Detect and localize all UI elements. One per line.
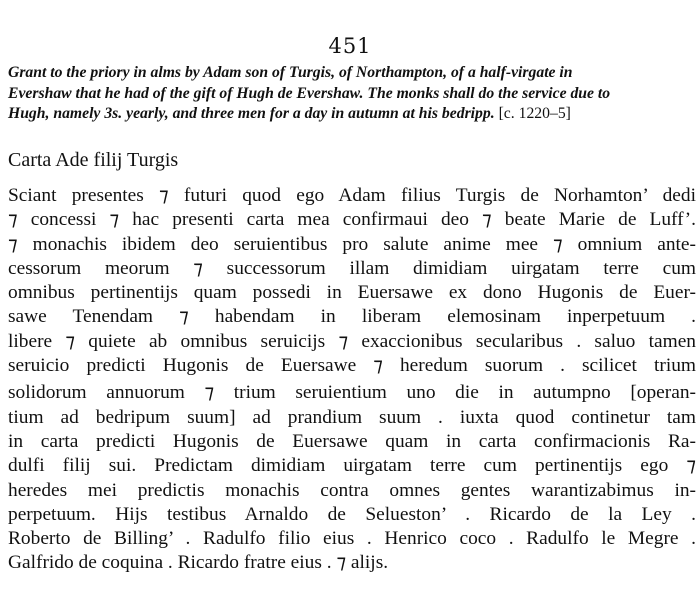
summary-line: Grant to the priory in alms by Adam son of Turgis, of Northampton, of a half-virgate in	[8, 64, 573, 81]
charter-line: sawe Tenendam ⁊ habendam in liberam elemosinam inperpetuum .	[8, 306, 696, 328]
charter-line: Roberto de Billing’ . Radulfo filio eius . Henrico coco . Radulfo le Megre .	[8, 528, 696, 550]
charter-line: solidorum annuorum ⁊ trium seruientium uno die in autumpno [operan-	[8, 382, 696, 404]
charter-line: Sciant presentes ⁊ futuri quod ego Adam filius Turgis de Norhamton’ dedi	[8, 185, 696, 206]
charter-heading: Carta Ade filij Turgis	[8, 149, 179, 171]
charter-line: dulfi filij sui. Predictam dimidiam uirgatam terre cum pertinentijs ego ⁊	[8, 455, 696, 477]
charter-line: libere ⁊ quiete ab omnibus seruicijs ⁊ exaccionibus secularibus . saluo tamen	[8, 330, 696, 352]
charter-line: cessorum meorum ⁊ successorum illam dimidiam uirgatam terre cum	[8, 257, 696, 279]
document-number: 451	[328, 34, 372, 58]
charter-line: ⁊ concessi ⁊ hac presenti carta mea confirmaui deo ⁊ beate Marie de Luff’.	[8, 209, 696, 231]
charter-line: Galfrido de coquina . Ricardo fratre eius . ⁊ alijs.	[8, 552, 389, 574]
charter-line: in carta predicti Hugonis de Euersawe quam in carta confirmacionis Ra-	[8, 430, 696, 452]
charter-line: perpetuum. Hijs testibus Arnaldo de Selueston’ . Ricardo de la Ley .	[8, 503, 696, 525]
charter-line: tium ad bedripum suum] ad prandium suum . iuxta quod continetur tam	[8, 406, 696, 428]
document-summary	[8, 63, 698, 125]
summary-line: Evershaw that he had of the gift of Hugh de Evershaw. The monks shall do the service due to	[8, 84, 611, 102]
charter-line: heredes mei predictis monachis contra omnes gentes warantizabimus in-	[8, 479, 696, 501]
summary-line-text: Hugh, namely 3s. yearly, and three men for a day in autumn at his bedripp.	[8, 105, 495, 122]
summary-line-last	[8, 104, 698, 125]
charter-text	[8, 184, 696, 576]
summary-date: [c. 1220–5]	[498, 105, 571, 122]
charter-line: seruicio predicti Hugonis de Euersawe ⁊ heredum suorum . scilicet trium	[8, 355, 696, 377]
charter-line: omnibus pertinentijs quam possedi in Euersawe ex dono Hugonis de Euer-	[8, 282, 696, 304]
charter-line: ⁊ monachis ibidem deo seruientibus pro salute anime mee ⁊ omnium ante-	[8, 233, 696, 255]
